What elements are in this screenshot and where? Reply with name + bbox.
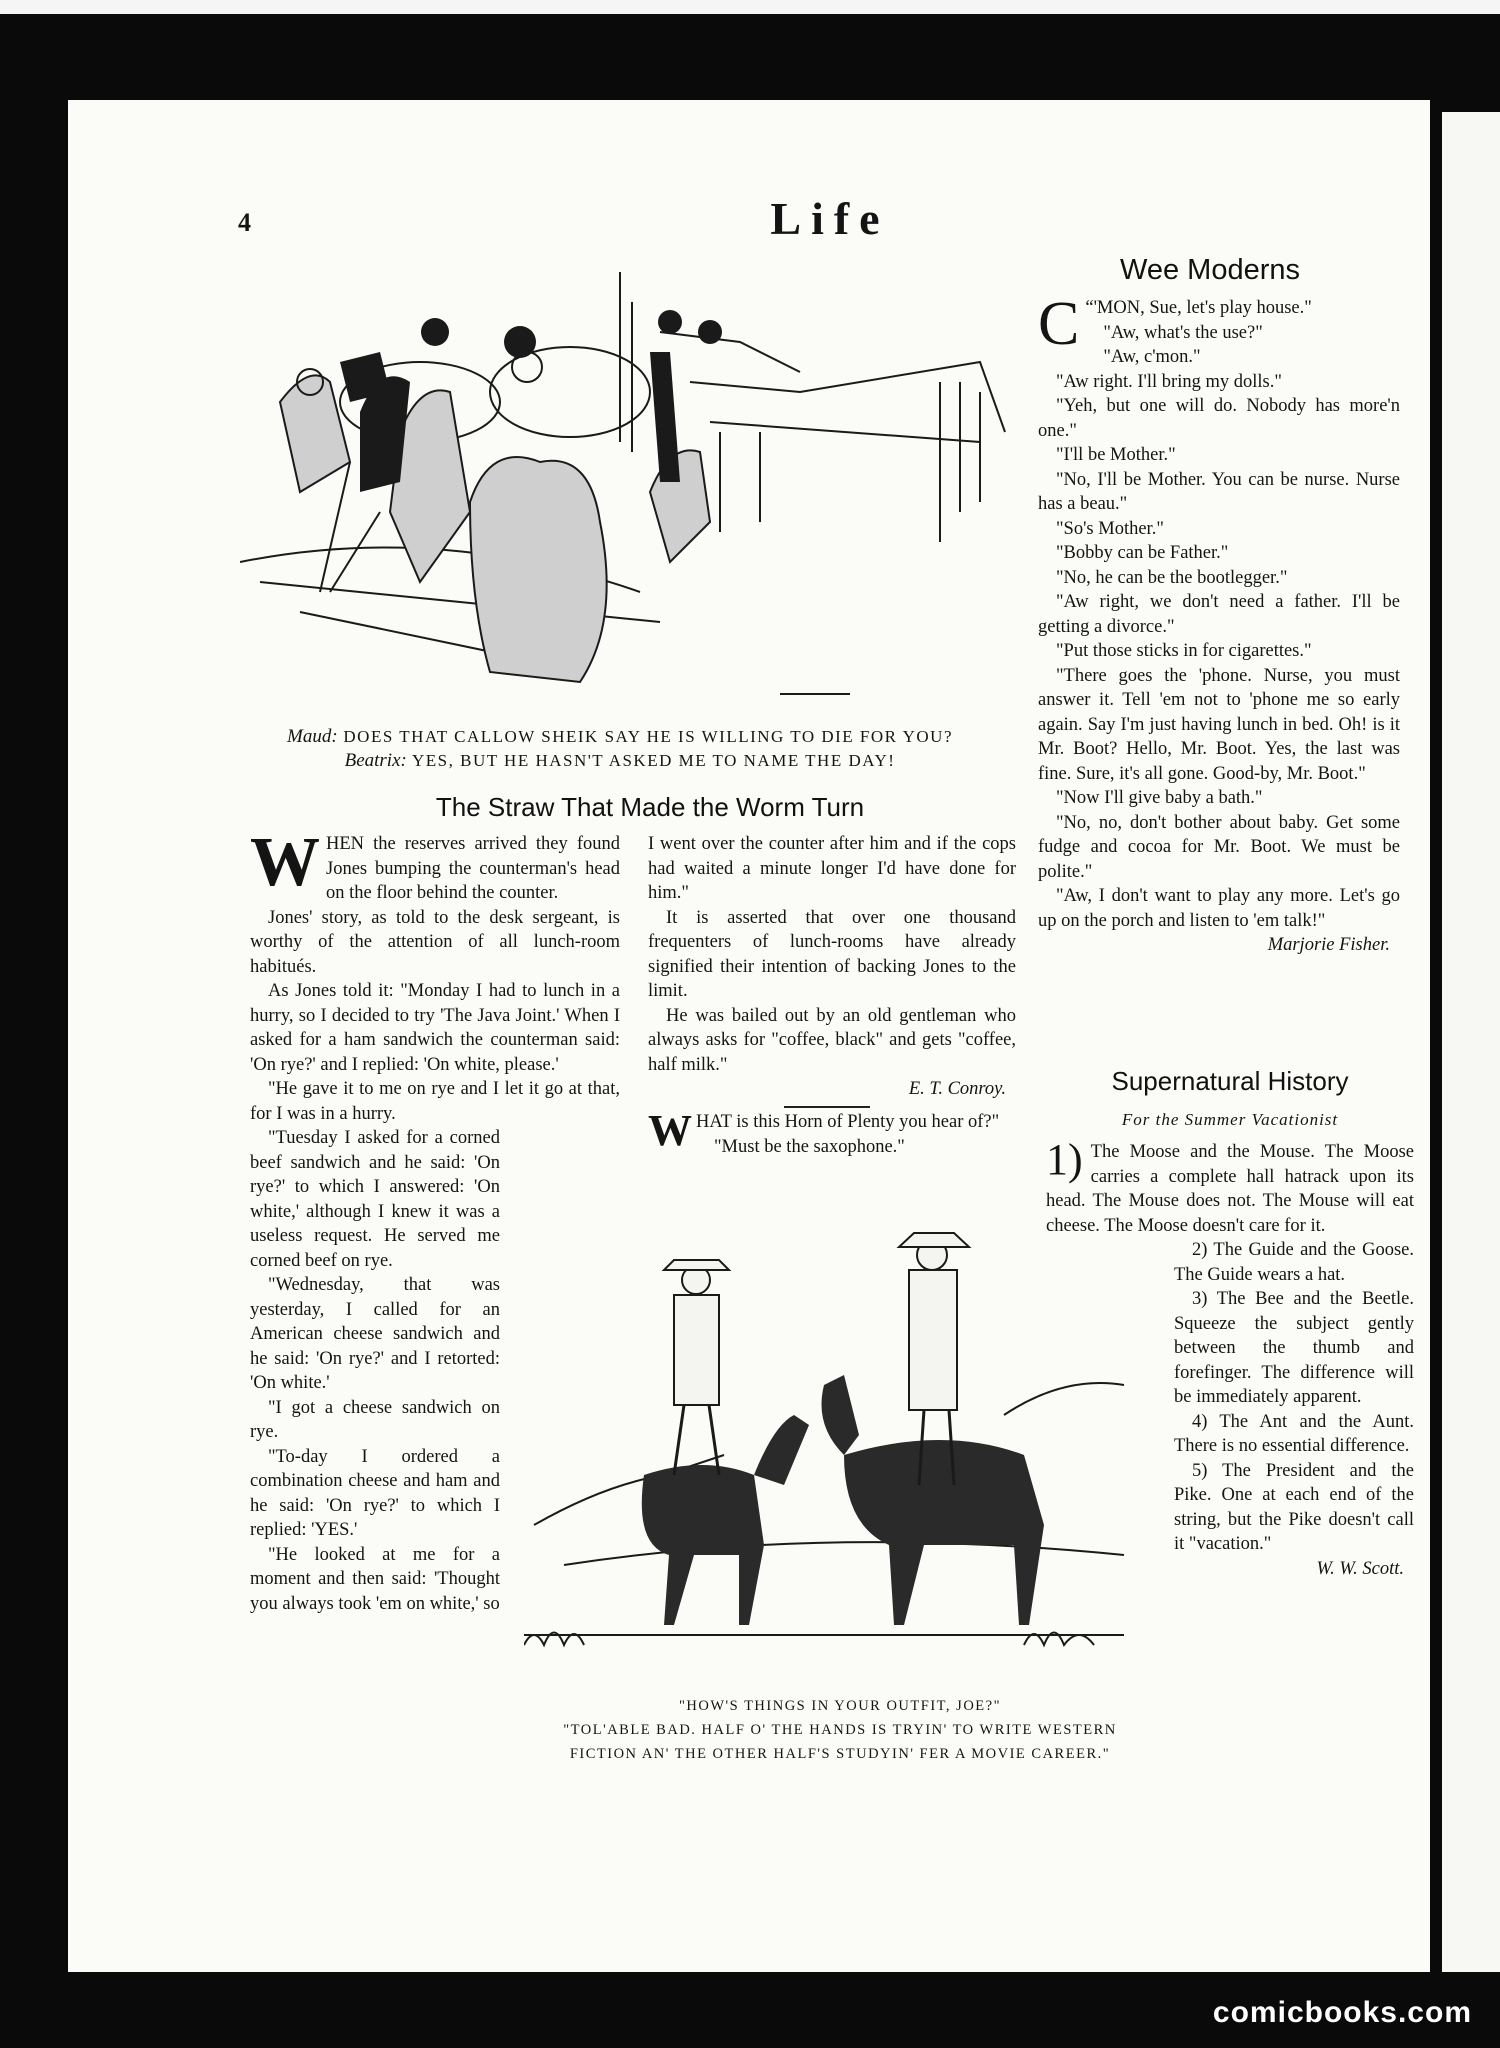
- wee-line: "Aw right. I'll bring my dolls.": [1056, 371, 1282, 392]
- wee-moderns-title: Wee Moderns: [1120, 254, 1300, 286]
- wee-line: "Put those sticks in for cigarettes.": [1056, 641, 1312, 661]
- super-item: 3) The Bee and the Beetle. Squeeze the subject gently between the thumb and forefinger. The difference will be immediately apparent.: [1174, 1289, 1414, 1407]
- wee-author: Marjorie Fisher.: [1267, 935, 1390, 955]
- wee-line: "No, no, don't bother about baby. Get some fudge and cocoa for Mr. Boot. We must be polite.": [1038, 812, 1400, 882]
- caption-speaker-maud: Maud:: [287, 726, 338, 747]
- straw-paragraph: Jones' story, as told to the desk sergeant, is worthy of the attention of all lunch-room habitués.: [250, 907, 620, 977]
- straw-author: E. T. Conroy.: [908, 1079, 1006, 1099]
- straw-paragraph: "He gave it to me on rye and I let it go at that, for I was in a hurry.: [250, 1079, 620, 1124]
- straw-article-middle-column: [648, 832, 1016, 1102]
- wee-line: 'MON, Sue, let's play house.": [1093, 298, 1312, 318]
- straw-dropcap: W: [250, 824, 320, 901]
- straw-paragraph: It is asserted that over one thousand frequenters of lunch-rooms have already signified their intention of backing Jones to the limit.: [648, 907, 1016, 1001]
- super-item: 2) The Guide and the Goose. The Guide wears a hat.: [1174, 1240, 1414, 1285]
- section-divider: [784, 1106, 870, 1108]
- wee-line: "Aw right, we don't need a father. I'll be getting a divorce.": [1038, 592, 1400, 637]
- wee-line: "I'll be Mother.": [1056, 445, 1176, 465]
- wee-line: "Aw, I don't want to play any more. Let's go up on the porch and listen to 'em talk!": [1038, 886, 1400, 931]
- caption-line-beatrix: YES, BUT HE HASN'T ASKED ME TO NAME THE DAY!: [411, 751, 896, 770]
- wee-line: "Aw, c'mon.": [1103, 347, 1201, 367]
- straw-paragraph: "Wednesday, that was yesterday, I called for an American cheese sandwich and he said: 'On rye?' and I retorted: 'On white.': [250, 1275, 500, 1393]
- horn-joke: [648, 1106, 1016, 1159]
- wee-line: "No, he can be the bootlegger.": [1056, 567, 1288, 588]
- supernatural-history-subtitle: For the Summer Vacationist: [1121, 1110, 1339, 1129]
- wee-line: "Bobby can be Father.": [1056, 543, 1229, 563]
- page-number: 4: [238, 208, 251, 237]
- scan-edge: [0, 0, 1500, 14]
- cowboy-caption-line: "TOL'ABLE BAD. HALF O' THE HANDS IS TRYIN' TO WRITE WESTERN FICTION AN' THE OTHER HALF'S STUDYIN' FER A MOVIE CAREER.": [563, 1722, 1117, 1762]
- cowboy-caption-line: "HOW'S THINGS IN YOUR OUTFIT, JOE?": [678, 1698, 1002, 1714]
- super-item: The Moose and the Mouse. The Moose carries a complete hall hatrack upon its head. The Mouse does not. The Mouse will eat cheese. The Moose doesn't care for it.: [1046, 1142, 1414, 1236]
- party-illustration: [240, 262, 1010, 712]
- wee-line: "No, I'll be Mother. You can be nurse. Nurse has a beau.": [1038, 469, 1400, 514]
- super-item: 5) The President and the Pike. One at each end of the string, but the Pike doesn't call it "vacation.": [1174, 1460, 1414, 1554]
- straw-paragraph: I went over the counter after him and if the cops had waited a minute longer I'd have done for him.": [648, 834, 1016, 903]
- wee-line: "There goes the 'phone. Nurse, you must answer it. Tell 'em not to 'phone me so early again. Say I'm just having lunch in bed. Oh! is it Mr. Boot? Hello, Mr. Boot. Yes, the last was fine. Sure, it's all gone. Good-by, Mr. Boot.": [1038, 665, 1400, 784]
- supernatural-history-column: [1046, 1135, 1414, 1581]
- horn-line: "Must be the saxophone.": [714, 1136, 905, 1157]
- wee-line: "So's Mother.": [1056, 518, 1164, 539]
- straw-paragraph: "I got a cheese sandwich on rye.: [250, 1397, 500, 1442]
- straw-paragraph: "Tuesday I asked for a corned beef sandwich and he said: 'On rye?' to which I answered: 'On white,' although I knew it was a useless request. He served me corned beef on rye.: [250, 1128, 500, 1271]
- straw-paragraph: "To-day I ordered a combination cheese and ham and he said: 'On rye?' to which I replied: 'YES.': [250, 1446, 500, 1540]
- wee-moderns-column: “ C 'MON, Sue, let's play house." "Aw, what's the use?" "Aw, c'mon." "Aw right. I'll bring my dolls." "Yeh, but one will do. Nobody has more'n one." "I'll be Mother." "No, I'll be Mother. You can be nurse. Nurse has a beau." "So's Mother." "Bobby can be Father." "No, he can be the bootlegger." "Aw right, we don't need a father. I'll be getting a divorce." "Put those sticks in for cigarettes." "There goes the 'phone. Nurse, you must answer it. Tell 'em not to 'phone me so early again. Say I'm just having lunch in bed. Oh! is it Mr. Boot? Hello, Mr. Boot. Yes, the last was fine. Sure, it's all gone. Good-by, Mr. Boot." "Now I'll give baby a bath." "No, no, don't bother about baby. Get some fudge and cocoa for Mr. Boot. We must be polite." "Aw, I don't want to play any more. Let's go up on the porch and listen to 'em talk!" Marjorie Fisher.: [1038, 296, 1400, 958]
- watermark: comicbooks.com: [1212, 1996, 1472, 2029]
- super-number-cap: 1): [1046, 1135, 1083, 1184]
- straw-paragraph: "He looked at me for a moment and then said: 'Thought you always took 'em on white,' so: [250, 1544, 500, 1614]
- caption-line-maud: DOES THAT CALLOW SHEIK SAY HE IS WILLING TO DIE FOR YOU?: [343, 727, 953, 746]
- straw-paragraph: As Jones told it: "Monday I had to lunch in a hurry, so I decided to try 'The Java Joint.' When I asked for a ham sandwich the counterman said: 'On rye?' and I replied: 'On white, please.': [250, 981, 620, 1075]
- wee-line: "Yeh, but one will do. Nobody has more'n one.": [1038, 396, 1400, 441]
- cowboy-cartoon-caption: [540, 1694, 1140, 1766]
- horn-dropcap: W: [648, 1106, 692, 1155]
- top-cartoon-caption: [240, 725, 1000, 773]
- wee-dropcap: C: [1038, 290, 1080, 358]
- straw-paragraph: He was bailed out by an old gentleman who always asks for "coffee, black" and gets "coffee, half milk.": [648, 1005, 1016, 1075]
- straw-paragraph: HEN the reserves arrived they found Jones bumping the counterman's head on the floor behind the counter.: [326, 834, 620, 903]
- caption-speaker-beatrix: Beatrix:: [344, 750, 407, 771]
- supernatural-history-title: Supernatural History: [1111, 1066, 1349, 1096]
- wee-line: "Aw, what's the use?": [1103, 322, 1263, 343]
- horn-line: HAT is this Horn of Plenty you hear of?": [696, 1112, 1000, 1132]
- adjacent-page-edge: [1442, 112, 1500, 1972]
- super-author: W. W. Scott.: [1316, 1558, 1404, 1579]
- wee-line: "Now I'll give baby a bath.": [1056, 788, 1263, 808]
- super-item: 4) The Ant and the Aunt. There is no essential difference.: [1174, 1411, 1414, 1456]
- masthead: Life: [770, 193, 890, 244]
- straw-article-title: The Straw That Made the Worm Turn: [435, 792, 865, 822]
